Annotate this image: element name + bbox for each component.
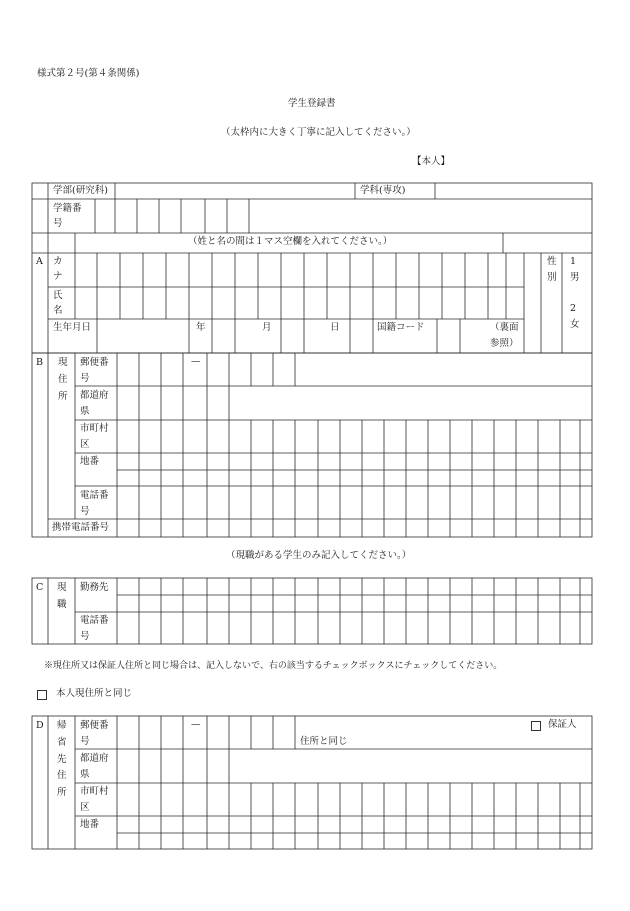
phone-label: 電話番 [80,490,109,501]
phone-label-2: 号 [80,506,90,517]
kana-label: カ [53,256,63,267]
name-label: 氏 [53,290,63,301]
month-label: 月 [262,322,272,333]
table-c-border [32,578,592,644]
city-label-2: 区 [80,439,90,450]
department-label: 学科(専攻) [360,185,406,196]
gender-male: 男 [570,272,580,283]
name-label-2: 名 [53,305,63,316]
guarantor-label: 保証人 [548,719,577,730]
home-city-label-2: 区 [80,802,90,813]
name-spacing-note: （姓と名の間は１マス空欄を入れてください。） [188,236,393,247]
home-postal-label: 郵便番 [80,720,109,731]
work-phone-label: 電話番 [80,615,109,626]
year-label: 年 [196,322,206,333]
nationality-code-label: 国籍コード [377,322,425,333]
guarantor-same-label: 住所と同じ [300,736,348,747]
home-address-v5: 所 [57,787,67,798]
current-address-v1: 現 [58,357,68,368]
student-no-label: 学籍番 [53,203,82,214]
home-address-v1: 帰 [57,720,67,731]
home-postal-dash: — [191,719,201,730]
home-address-v2: 省 [57,737,67,748]
guarantor-same-checkbox[interactable] [531,721,541,731]
current-address-v3: 所 [58,391,68,402]
form-title: 学生登録書 [288,98,336,109]
home-postal-label-2: 号 [80,736,90,747]
section-d-letter: D [36,720,44,731]
postal-label-2: 号 [80,373,90,384]
home-address-v3: 先 [57,754,67,765]
section-a-letter: A [36,256,43,267]
postal-label: 郵便番 [80,357,109,368]
work-phone-label-2: 号 [80,631,90,642]
birth-label: 生年月日 [53,322,92,333]
gender-male-no: 1 [570,256,577,267]
student-no-label-suffix: 号 [53,218,63,229]
city-label: 市町村 [80,423,109,434]
pref-label: 都道府 [80,390,109,401]
same-address-notice: ※現住所又は保証人住所と同じ場合は、記入しないで、右の該当するチェックボックスにチェックしてください。 [44,661,503,671]
job-v2: 職 [57,599,67,610]
gender-female: 女 [570,319,580,330]
table-b-border [32,353,592,537]
pref-label-2: 県 [80,406,90,417]
section-b-letter: B [36,357,43,368]
reverse-ref-label-2: 参照） [490,338,519,349]
home-city-label: 市町村 [80,786,109,797]
postal-dash: — [191,356,201,367]
day-label: 日 [330,322,340,333]
table-b-cell-grid [139,420,580,537]
section-self-label: 【本人】 [412,156,451,167]
section-c-letter: C [36,582,44,593]
home-lot-label: 地番 [80,819,100,830]
fill-instruction: （太枠内に大きく丁寧に記入してください。） [221,127,416,138]
gender-label: 性 [547,256,557,267]
form-number: 様式第２号(第４条関係) [37,68,140,79]
employer-label: 勤務先 [80,582,109,593]
same-as-current-label: 本人現住所と同じ [56,688,133,699]
gender-female-no: 2 [570,303,577,314]
lot-label: 地番 [80,456,100,467]
faculty-label: 学部(研究科) [53,185,108,196]
home-pref-label-2: 県 [80,769,90,780]
job-v1: 現 [57,582,67,593]
gender-label-2: 別 [547,272,557,283]
current-address-v2: 住 [58,374,68,385]
reverse-ref-label: （裏面 [490,322,519,333]
employed-note: （現職がある学生のみ記入してください。） [226,550,412,561]
kana-label-2: ナ [53,271,63,282]
mobile-label: 携帯電話番号 [52,522,110,533]
table-c-cell-grid [139,578,580,644]
home-pref-label: 都道府 [80,753,109,764]
home-address-v4: 住 [57,770,67,781]
same-as-current-checkbox[interactable] [37,690,47,700]
